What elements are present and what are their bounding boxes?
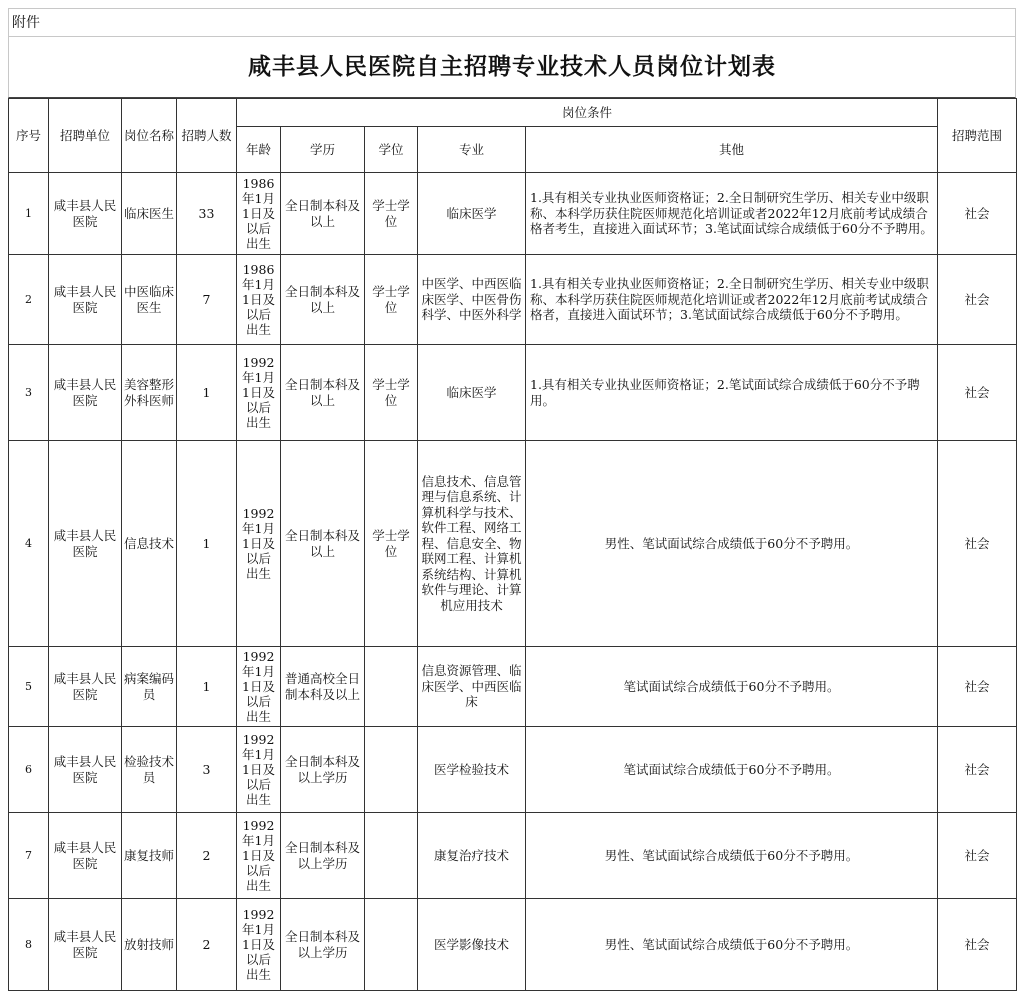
cell-other: 1.具有相关专业执业医师资格证；2.全日制研究生学历、相关专业中级职称、本科学历获住院医师规范化培训证或者2022年12月底前考试成绩合格者，直接进入面试环节；3.笔试面试综合成绩低于60分不予聘用。 [526, 255, 938, 345]
header-scope: 招聘范围 [938, 99, 1017, 173]
cell-major: 信息资源管理、临床医学、中西医临床 [418, 647, 526, 727]
cell-other: 男性、笔试面试综合成绩低于60分不予聘用。 [526, 441, 938, 647]
table-row [9, 813, 1017, 899]
cell-major: 临床医学 [418, 173, 526, 255]
cell-scope: 社会 [938, 255, 1017, 345]
page-title: 咸丰县人民医院自主招聘专业技术人员岗位计划表 [8, 36, 1016, 98]
cell-seq: 8 [9, 899, 49, 991]
cell-education: 全日制本科及以上学历 [281, 899, 365, 991]
document-sheet [8, 8, 1016, 991]
cell-count: 33 [177, 173, 237, 255]
cell-education: 全日制本科及以上 [281, 441, 365, 647]
cell-count: 7 [177, 255, 237, 345]
cell-major: 中医学、中西医临床医学、中医骨伤科学、中医外科学 [418, 255, 526, 345]
cell-degree [365, 647, 418, 727]
cell-major: 康复治疗技术 [418, 813, 526, 899]
table-row [9, 345, 1017, 441]
cell-scope: 社会 [938, 441, 1017, 647]
cell-age: 1992年1月1日及以后出生 [237, 727, 281, 813]
cell-education: 全日制本科及以上 [281, 255, 365, 345]
header-other: 其他 [526, 127, 938, 173]
cell-scope: 社会 [938, 647, 1017, 727]
cell-age: 1992年1月1日及以后出生 [237, 813, 281, 899]
cell-age: 1986年1月1日及以后出生 [237, 173, 281, 255]
cell-unit: 咸丰县人民医院 [49, 899, 122, 991]
header-row-1 [9, 99, 1017, 127]
cell-position: 信息技术 [122, 441, 177, 647]
cell-unit: 咸丰县人民医院 [49, 345, 122, 441]
cell-degree: 学士学位 [365, 173, 418, 255]
cell-education: 普通高校全日制本科及以上 [281, 647, 365, 727]
cell-education: 全日制本科及以上学历 [281, 727, 365, 813]
cell-scope: 社会 [938, 173, 1017, 255]
cell-scope: 社会 [938, 813, 1017, 899]
cell-count: 1 [177, 345, 237, 441]
cell-major: 医学检验技术 [418, 727, 526, 813]
cell-seq: 7 [9, 813, 49, 899]
cell-seq: 4 [9, 441, 49, 647]
cell-other: 男性、笔试面试综合成绩低于60分不予聘用。 [526, 899, 938, 991]
header-unit: 招聘单位 [49, 99, 122, 173]
header-degree: 学位 [365, 127, 418, 173]
cell-degree [365, 727, 418, 813]
recruitment-table [8, 98, 1017, 991]
cell-position: 中医临床医生 [122, 255, 177, 345]
cell-position: 病案编码员 [122, 647, 177, 727]
header-conditions: 岗位条件 [237, 99, 938, 127]
cell-degree: 学士学位 [365, 255, 418, 345]
cell-position: 临床医生 [122, 173, 177, 255]
cell-count: 2 [177, 899, 237, 991]
cell-degree [365, 813, 418, 899]
cell-position: 美容整形外科医师 [122, 345, 177, 441]
cell-unit: 咸丰县人民医院 [49, 441, 122, 647]
header-education: 学历 [281, 127, 365, 173]
table-row [9, 441, 1017, 647]
cell-seq: 2 [9, 255, 49, 345]
cell-unit: 咸丰县人民医院 [49, 255, 122, 345]
cell-unit: 咸丰县人民医院 [49, 727, 122, 813]
cell-seq: 6 [9, 727, 49, 813]
cell-other: 笔试面试综合成绩低于60分不予聘用。 [526, 647, 938, 727]
cell-major: 临床医学 [418, 345, 526, 441]
cell-seq: 3 [9, 345, 49, 441]
table-row [9, 255, 1017, 345]
cell-unit: 咸丰县人民医院 [49, 647, 122, 727]
cell-education: 全日制本科及以上学历 [281, 813, 365, 899]
cell-degree [365, 899, 418, 991]
cell-count: 2 [177, 813, 237, 899]
table-row [9, 727, 1017, 813]
cell-scope: 社会 [938, 345, 1017, 441]
table-row [9, 647, 1017, 727]
header-age: 年龄 [237, 127, 281, 173]
cell-degree: 学士学位 [365, 345, 418, 441]
header-major: 专业 [418, 127, 526, 173]
cell-major: 信息技术、信息管理与信息系统、计算机科学与技术、软件工程、网络工程、信息安全、物联网工程、计算机系统结构、计算机软件与理论、计算机应用技术 [418, 441, 526, 647]
cell-unit: 咸丰县人民医院 [49, 173, 122, 255]
cell-age: 1992年1月1日及以后出生 [237, 345, 281, 441]
table-row [9, 173, 1017, 255]
cell-age: 1986年1月1日及以后出生 [237, 255, 281, 345]
cell-unit: 咸丰县人民医院 [49, 813, 122, 899]
cell-other: 1.具有相关专业执业医师资格证；2.全日制研究生学历、相关专业中级职称、本科学历获住院医师规范化培训证或者2022年12月底前考试成绩合格者考生，直接进入面试环节；3.笔试面试综合成绩低于60分不予聘用。 [526, 173, 938, 255]
cell-position: 康复技师 [122, 813, 177, 899]
cell-other: 男性、笔试面试综合成绩低于60分不予聘用。 [526, 813, 938, 899]
annex-label: 附件 [8, 8, 1016, 36]
header-seq: 序号 [9, 99, 49, 173]
cell-education: 全日制本科及以上 [281, 173, 365, 255]
cell-position: 放射技师 [122, 899, 177, 991]
cell-major: 医学影像技术 [418, 899, 526, 991]
cell-count: 1 [177, 647, 237, 727]
header-count: 招聘人数 [177, 99, 237, 173]
cell-age: 1992年1月1日及以后出生 [237, 899, 281, 991]
cell-seq: 5 [9, 647, 49, 727]
cell-degree: 学士学位 [365, 441, 418, 647]
cell-count: 1 [177, 441, 237, 647]
cell-scope: 社会 [938, 899, 1017, 991]
cell-seq: 1 [9, 173, 49, 255]
cell-education: 全日制本科及以上 [281, 345, 365, 441]
cell-count: 3 [177, 727, 237, 813]
cell-position: 检验技术员 [122, 727, 177, 813]
cell-scope: 社会 [938, 727, 1017, 813]
cell-other: 笔试面试综合成绩低于60分不予聘用。 [526, 727, 938, 813]
cell-other: 1.具有相关专业执业医师资格证；2.笔试面试综合成绩低于60分不予聘用。 [526, 345, 938, 441]
table-row [9, 899, 1017, 991]
cell-age: 1992年1月1日及以后出生 [237, 441, 281, 647]
header-position: 岗位名称 [122, 99, 177, 173]
cell-age: 1992年1月1日及以后出生 [237, 647, 281, 727]
